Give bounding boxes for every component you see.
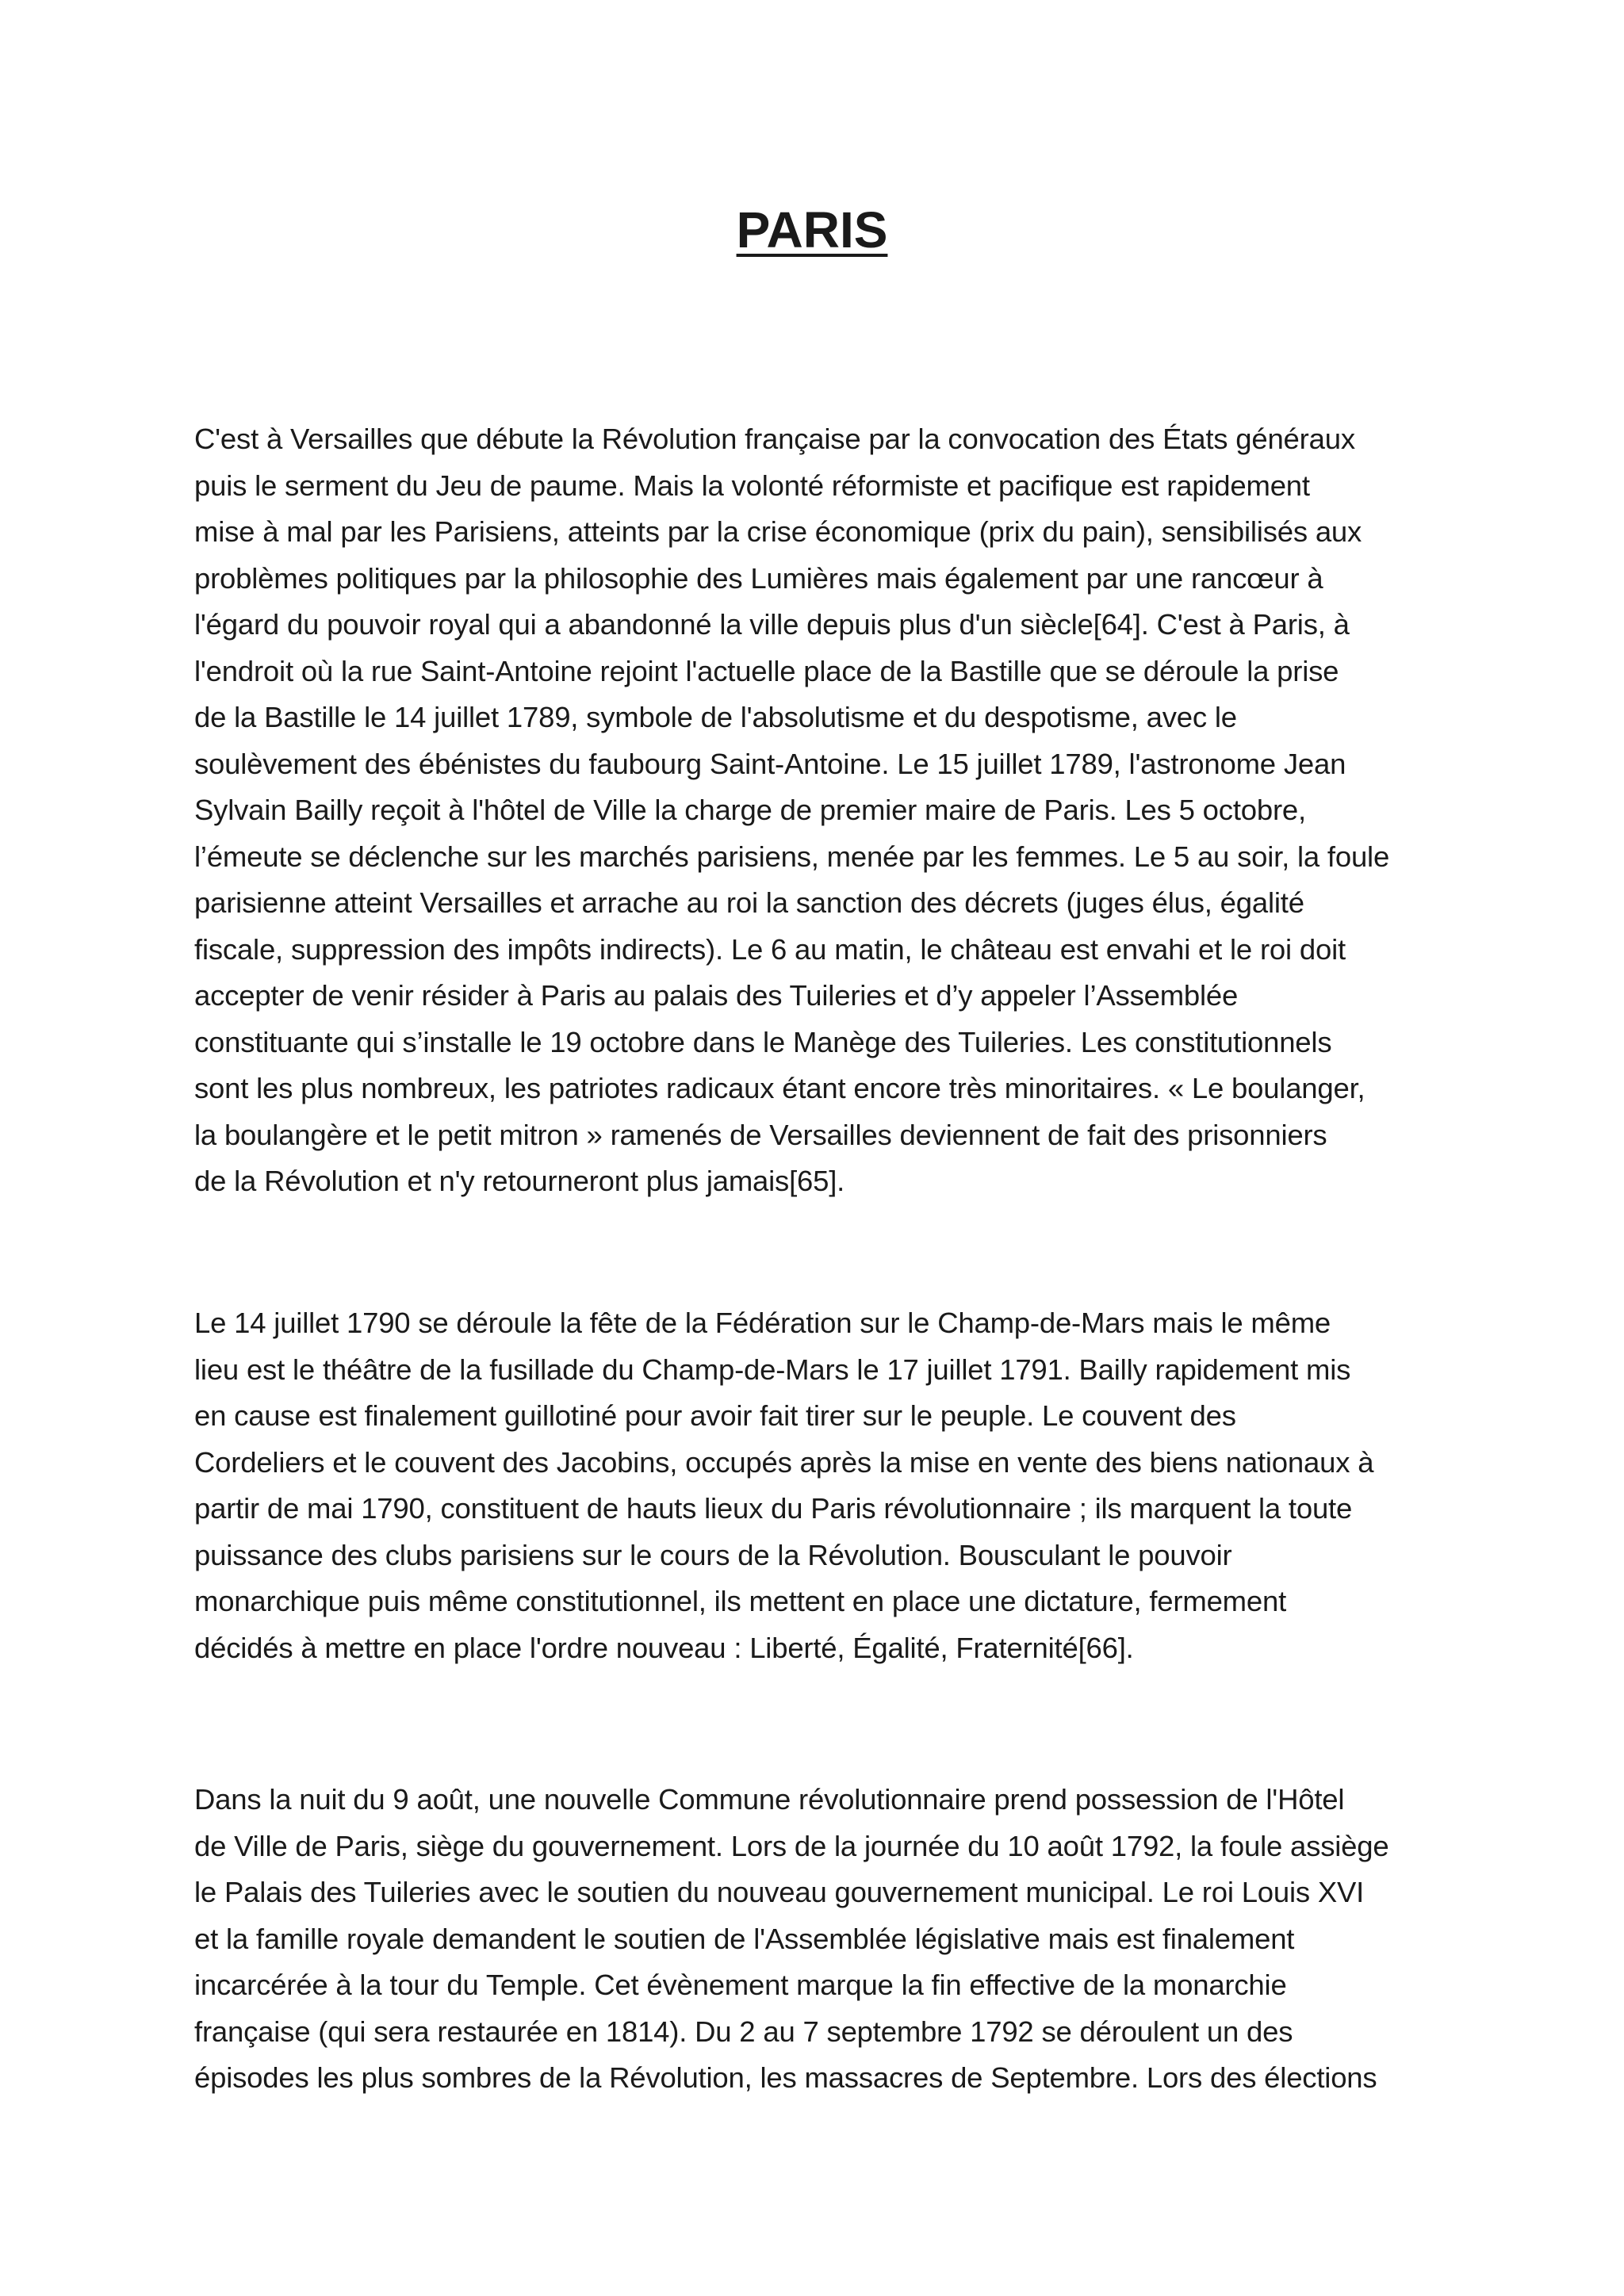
text-line: l'égard du pouvoir royal qui a abandonné la ville depuis plus d'un siècle[64]. C'est à Paris, à <box>194 608 1350 641</box>
text-line: de la Bastille le 14 juillet 1789, symbole de l'absolutisme et du despotisme, avec le <box>194 701 1237 733</box>
text-line: problèmes politiques par la philosophie des Lumières mais également par une rancœur à <box>194 561 1323 595</box>
text-line: et la famille royale demandent le soutien de l'Assemblée législative mais est finalement <box>194 1922 1295 1955</box>
text-line: puissance des clubs parisiens sur le cours de la Révolution. Bousculant le pouvoir <box>194 1538 1232 1571</box>
page-title: PARIS <box>736 201 888 258</box>
text-line: l’émeute se déclenche sur les marchés parisiens, menée par les femmes. Le 5 au soir, la foule <box>194 840 1390 873</box>
text-line: monarchique puis même constitutionnel, ils mettent en place une dictature, fermement <box>194 1585 1287 1617</box>
text-line: partir de mai 1790, constituent de hauts lieux du Paris révolutionnaire ; ils marquent la toute <box>194 1492 1353 1525</box>
text-line: Dans la nuit du 9 août, une nouvelle Commune révolutionnaire prend possession de l'Hôtel <box>194 1783 1345 1816</box>
text-line: accepter de venir résider à Paris au palais des Tuileries et d’y appeler l’Assemblée <box>194 979 1239 1012</box>
text-line: parisienne atteint Versailles et arrache au roi la sanction des décrets (juges élus, égalité <box>194 886 1304 919</box>
text-line: constituante qui s’installe le 19 octobre dans le Manège des Tuileries. Les constitutionnels <box>194 1025 1332 1058</box>
paragraph-2 <box>194 1300 1447 1671</box>
text-line: l'endroit où la rue Saint-Antoine rejoint l'actuelle place de la Bastille que se déroule la prise <box>194 654 1339 687</box>
text-line: de la Révolution et n'y retourneront plus jamais[65]. <box>194 1165 845 1197</box>
text-line: la boulangère et le petit mitron » ramenés de Versailles deviennent de fait des prisonniers <box>194 1118 1327 1151</box>
text-line: soulèvement des ébénistes du faubourg Saint-Antoine. Le 15 juillet 1789, l'astronome Jean <box>194 747 1346 780</box>
text-line: mise à mal par les Parisiens, atteints par la crise économique (prix du pain), sensibilisés aux <box>194 515 1362 548</box>
text-line: en cause est finalement guillotiné pour avoir fait tirer sur le peuple. Le couvent des <box>194 1399 1236 1432</box>
text-line: fiscale, suppression des impôts indirects). Le 6 au matin, le château est envahi et le roi doit <box>194 932 1346 966</box>
text-line: puis le serment du Jeu de paume. Mais la volonté réformiste et pacifique est rapidement <box>194 469 1310 502</box>
text-line: française (qui sera restaurée en 1814). Du 2 au 7 septembre 1792 se déroulent un des <box>194 2015 1293 2048</box>
text-line: C'est à Versailles que débute la Révolution française par la convocation des États généraux <box>194 423 1355 455</box>
text-line: Cordeliers et le couvent des Jacobins, occupés après la mise en vente des biens nationaux à <box>194 1445 1374 1479</box>
text-line: sont les plus nombreux, les patriotes radicaux étant encore très minoritaires. « Le boulanger, <box>194 1072 1365 1104</box>
text-line: le Palais des Tuileries avec le soutien du nouveau gouvernement municipal. Le roi Louis XVI <box>194 1876 1365 1908</box>
paragraph-3 <box>194 1777 1447 2102</box>
text-line: lieu est le théâtre de la fusillade du Champ-de-Mars le 17 juillet 1791. Bailly rapidement mis <box>194 1353 1351 1386</box>
text-line: décidés à mettre en place l'ordre nouveau : Liberté, Égalité, Fraternité[66]. <box>194 1631 1134 1664</box>
text-line: Sylvain Bailly reçoit à l'hôtel de Ville la charge de premier maire de Paris. Les 5 octobre, <box>194 794 1306 826</box>
text-line: épisodes les plus sombres de la Révolution, les massacres de Septembre. Lors des élections <box>194 2061 1377 2094</box>
text-line: incarcérée à la tour du Temple. Cet évènement marque la fin effective de la monarchie <box>194 1969 1287 2001</box>
paragraph-1 <box>194 416 1447 1205</box>
text-line: Le 14 juillet 1790 se déroule la fête de la Fédération sur le Champ-de-Mars mais le même <box>194 1307 1331 1339</box>
text-line: de Ville de Paris, siège du gouvernement. Lors de la journée du 10 août 1792, la foule assiège <box>194 1829 1389 1862</box>
